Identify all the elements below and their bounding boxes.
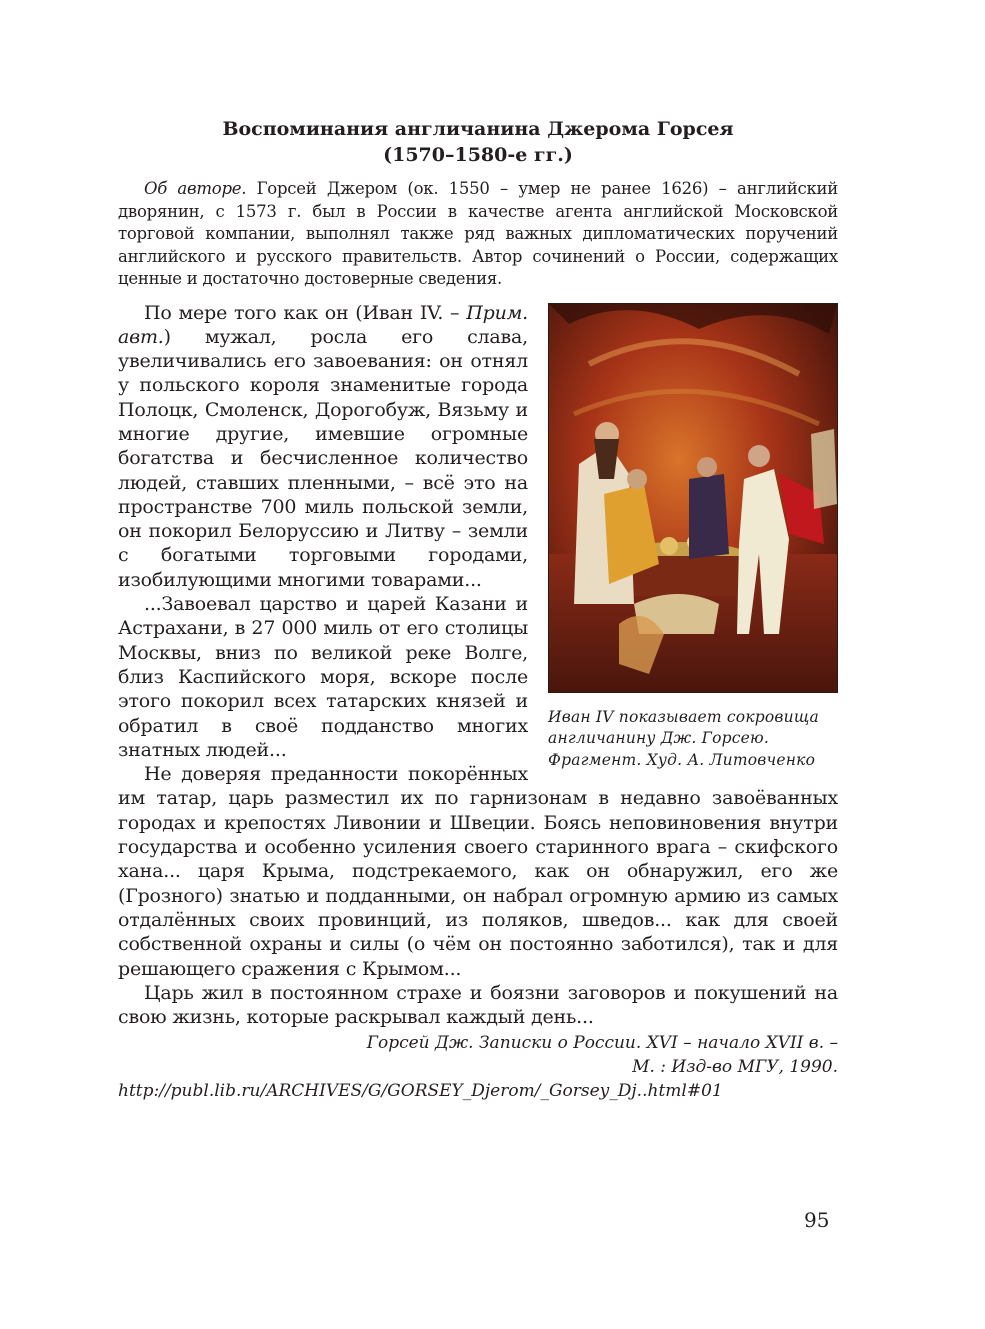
figure: [548, 303, 838, 772]
source-citation: [118, 1031, 838, 1079]
source-line-1: Горсей Дж. Записки о России. XVI – начало XVII в. –: [366, 1033, 838, 1054]
figure-caption: Иван IV показывает сокровища англичанину Дж. Горсею. Фрагмент. Худ. А. Литовченко: [548, 707, 819, 769]
paragraph-2: ...Завоевал царство и царей Казани и Астрахани, в 27 000 миль от его столицы Москвы, вниз по великой реке Волге, близ Каспийского моря, вскоре после этого покорил всех татарских князей и обратил в своё подданство многих знатных людей...: [118, 593, 528, 761]
page-content: [118, 116, 838, 1103]
painting-image: [548, 303, 838, 693]
about-author: [118, 178, 838, 291]
about-text: Горсей Джером (ок. 1550 – умер не ранее 1626) – английский дворянин, с 1573 г. был в России в качестве агента английской Московской торговой компании, выполнял также ряд важных дипломатических поручений английского и русского правительств. Автор сочинений о России, содержащих ценные и достаточно достоверные сведения.: [118, 179, 838, 288]
paragraph-1-end: ) мужал, росла его слава, увеличивались его завоевания: он отнял у польского короля знаменитые города Полоцк, Смоленск, Дорогобуж, Вязьму и многие другие, имевшие огромные богатства и бесчисленное количество людей, ставших пленными, – всё это на пространстве 700 миль польской земли, он покорил Белоруссию и Литву – земли с богатыми торговыми городами, изобилующими многими товарами...: [118, 325, 528, 591]
source-line-2: М. : Изд-во МГУ, 1990.: [632, 1057, 838, 1078]
page-number: 95: [804, 1208, 830, 1232]
paragraph-3: Не доверяя преданности покорённых им татар, царь разместил их по гарнизонам в недавно завоёванных городах и крепостях Ливонии и Швеции. Боясь неповиновения внутри государства и особенно усиления своего старинного врага – скифского хана... царя Крыма, подстрекаемого, как он обнаружил, его же (Грозного) знатью и подданными, он набрал огромную армию из самых отдалённых своих провинций, из поляков, шведов... как для своей собственной охраны и силы (о чём он постоянно заботился), так и для решающего сражения с Крымом...: [118, 763, 838, 980]
document-title: [118, 116, 838, 168]
title-line-2: (1570–1580-е гг.): [383, 144, 573, 166]
main-text: [118, 301, 838, 1030]
about-label: Об авторе.: [144, 179, 247, 198]
paragraph-1-note: Прим. авт.: [118, 301, 528, 348]
source-url: http://publ.lib.ru/ARCHIVES/G/GORSEY_Djerom/_Gorsey_Dj..html#01: [118, 1081, 723, 1102]
paragraph-1-start: По мере того как он (Иван IV. –: [144, 301, 467, 324]
title-line-1: Воспоминания англичанина Джерома Горсея: [222, 118, 734, 140]
paragraph-4: Царь жил в постоянном страхе и боязни заговоров и покушений на свою жизнь, которые раскрывал каждый день...: [118, 981, 838, 1029]
